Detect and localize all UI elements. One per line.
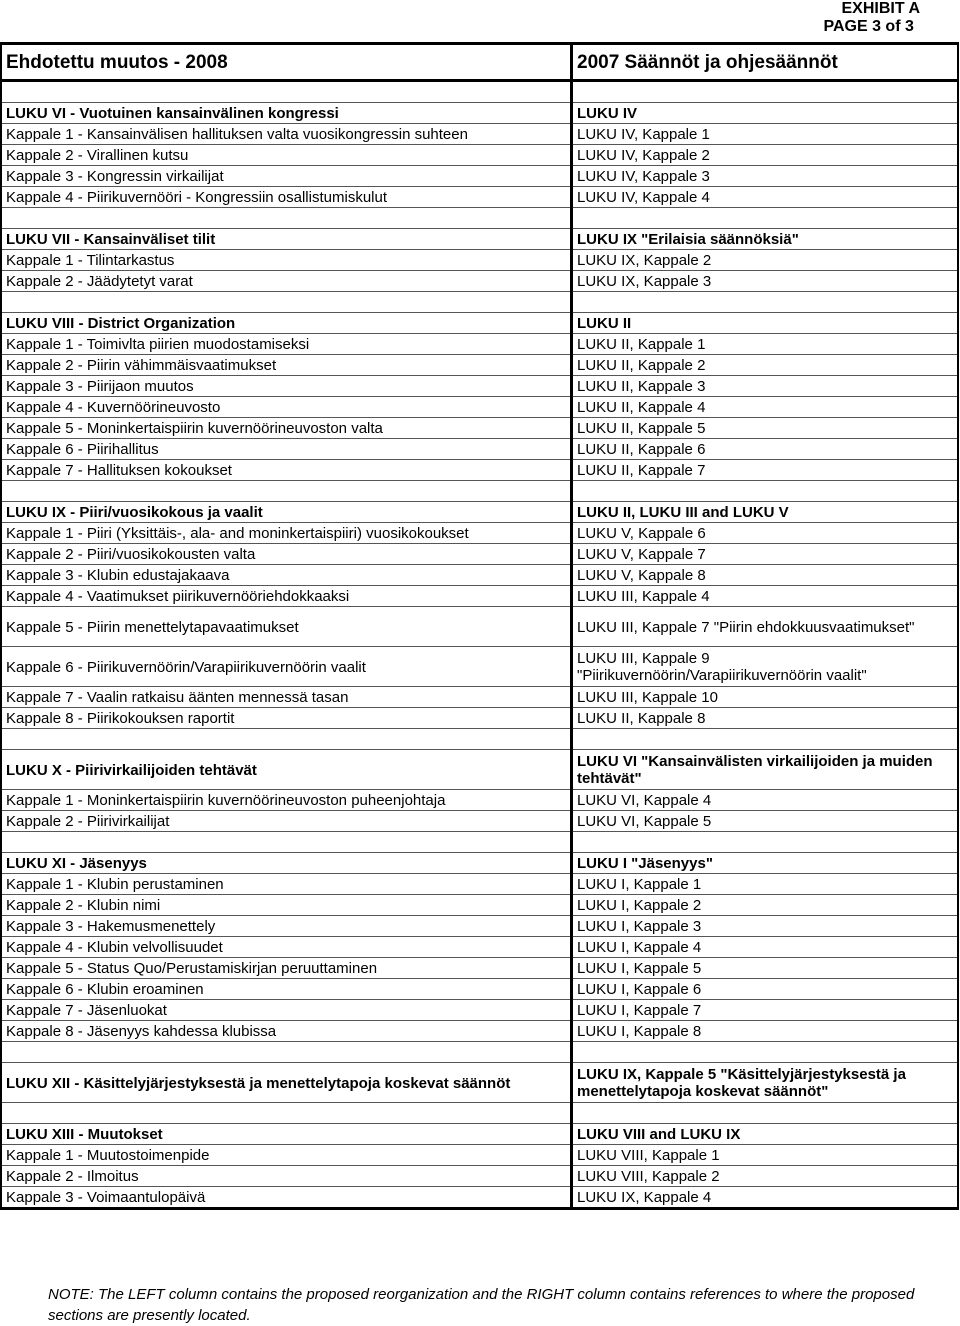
proposed-cell: Kappale 3 - Piirijaon muutos (1, 376, 572, 397)
current-reference-cell (572, 729, 959, 750)
current-reference-cell: LUKU I, Kappale 1 (572, 874, 959, 895)
current-reference-cell: LUKU I, Kappale 3 (572, 916, 959, 937)
current-reference-cell: LUKU III, Kappale 10 (572, 687, 959, 708)
current-reference-cell: LUKU VIII, Kappale 1 (572, 1145, 959, 1166)
table-row (1, 355, 958, 376)
current-reference-cell: LUKU I, Kappale 5 (572, 958, 959, 979)
current-reference-cell: LUKU IX, Kappale 3 (572, 271, 959, 292)
table-row (1, 790, 958, 811)
current-reference-cell: LUKU IV, Kappale 4 (572, 187, 959, 208)
proposed-cell: LUKU VI - Vuotuinen kansainvälinen kongressi (1, 103, 572, 124)
current-reference-cell: LUKU V, Kappale 6 (572, 523, 959, 544)
current-reference-cell: LUKU IX, Kappale 5 "Käsittelyjärjestyksestä ja menettelytapoja koskevat säännöt" (572, 1063, 959, 1103)
table-header-row (1, 44, 958, 81)
table-row (1, 979, 958, 1000)
current-reference-cell: LUKU VIII and LUKU IX (572, 1124, 959, 1145)
section-row (1, 103, 958, 124)
spacer-row (1, 1103, 958, 1124)
proposed-cell: LUKU XII - Käsittelyjärjestyksestä ja menettelytapoja koskevat säännöt (1, 1063, 572, 1103)
current-reference-cell: LUKU II, Kappale 3 (572, 376, 959, 397)
table-row (1, 250, 958, 271)
current-reference-cell: LUKU II, Kappale 4 (572, 397, 959, 418)
table-row (1, 1166, 958, 1187)
table-row (1, 1145, 958, 1166)
proposed-cell (1, 208, 572, 229)
section-row (1, 750, 958, 790)
proposed-cell: Kappale 4 - Kuvernöörineuvosto (1, 397, 572, 418)
current-reference-cell: LUKU I "Jäsenyys" (572, 853, 959, 874)
proposed-cell: Kappale 2 - Piirin vähimmäisvaatimukset (1, 355, 572, 376)
table-row (1, 586, 958, 607)
exhibit-block (823, 0, 920, 36)
current-reference-cell: LUKU II, Kappale 1 (572, 334, 959, 355)
proposed-cell: Kappale 7 - Vaalin ratkaisu äänten mennessä tasan (1, 687, 572, 708)
proposed-cell: Kappale 1 - Klubin perustaminen (1, 874, 572, 895)
current-reference-cell: LUKU III, Kappale 9 "Piirikuvernöörin/Varapiirikuvernöörin vaalit" (572, 647, 959, 687)
proposed-cell: Kappale 3 - Kongressin virkailijat (1, 166, 572, 187)
current-reference-cell: LUKU I, Kappale 2 (572, 895, 959, 916)
table-row (1, 708, 958, 729)
proposed-cell: Kappale 4 - Klubin velvollisuudet (1, 937, 572, 958)
proposed-cell (1, 292, 572, 313)
current-reference-cell (572, 208, 959, 229)
proposed-cell: Kappale 1 - Moninkertaispiirin kuvernöörineuvoston puheenjohtaja (1, 790, 572, 811)
table-row (1, 187, 958, 208)
proposed-cell: Kappale 6 - Piirikuvernöörin/Varapiirikuvernöörin vaalit (1, 647, 572, 687)
table-row (1, 418, 958, 439)
section-row (1, 853, 958, 874)
table-row (1, 544, 958, 565)
table-row (1, 1187, 958, 1209)
proposed-cell: Kappale 1 - Kansainvälisen hallituksen valta vuosikongressin suhteen (1, 124, 572, 145)
current-reference-cell: LUKU III, Kappale 4 (572, 586, 959, 607)
table-row (1, 937, 958, 958)
proposed-cell: LUKU XIII - Muutokset (1, 1124, 572, 1145)
current-reference-cell: LUKU I, Kappale 8 (572, 1021, 959, 1042)
table-row (1, 565, 958, 586)
proposed-cell: Kappale 2 - Jäädytetyt varat (1, 271, 572, 292)
spacer-row (1, 81, 958, 103)
spacer-row (1, 832, 958, 853)
proposed-cell: Kappale 1 - Muutostoimenpide (1, 1145, 572, 1166)
table-row (1, 687, 958, 708)
table-row (1, 271, 958, 292)
current-reference-cell: LUKU VIII, Kappale 2 (572, 1166, 959, 1187)
proposed-cell: Kappale 2 - Virallinen kutsu (1, 145, 572, 166)
current-reference-cell: LUKU II (572, 313, 959, 334)
current-reference-cell: LUKU II, Kappale 8 (572, 708, 959, 729)
section-row (1, 502, 958, 523)
current-reference-cell: LUKU IX, Kappale 4 (572, 1187, 959, 1209)
proposed-cell: Kappale 4 - Piirikuvernööri - Kongressiin osallistumiskulut (1, 187, 572, 208)
proposed-cell: Kappale 3 - Klubin edustajakaava (1, 565, 572, 586)
table-row (1, 1021, 958, 1042)
comparison-table (0, 42, 959, 1210)
current-reference-cell: LUKU II, Kappale 5 (572, 418, 959, 439)
current-reference-cell: LUKU IX "Erilaisia säännöksiä" (572, 229, 959, 250)
table-row (1, 647, 958, 687)
proposed-cell: Kappale 5 - Piirin menettelytapavaatimukset (1, 607, 572, 647)
proposed-cell: Kappale 5 - Moninkertaispiirin kuvernöörineuvoston valta (1, 418, 572, 439)
current-reference-cell: LUKU II, Kappale 6 (572, 439, 959, 460)
proposed-cell: Kappale 1 - Tilintarkastus (1, 250, 572, 271)
current-reference-cell: LUKU II, LUKU III and LUKU V (572, 502, 959, 523)
current-reference-cell: LUKU III, Kappale 7 "Piirin ehdokkuusvaatimukset" (572, 607, 959, 647)
proposed-cell: Kappale 2 - Ilmoitus (1, 1166, 572, 1187)
footnote: NOTE: The LEFT column contains the proposed reorganization and the RIGHT column contains references to where the proposed sections are presently located. (48, 1286, 915, 1324)
spacer-row (1, 208, 958, 229)
table-row (1, 124, 958, 145)
page-indicator: PAGE 3 of 3 (823, 18, 914, 35)
proposed-cell: Kappale 1 - Toimivlta piirien muodostamiseksi (1, 334, 572, 355)
section-row (1, 1124, 958, 1145)
table-row (1, 874, 958, 895)
current-reference-cell: LUKU IV, Kappale 2 (572, 145, 959, 166)
section-row (1, 1063, 958, 1103)
proposed-cell (1, 729, 572, 750)
current-reference-cell (572, 292, 959, 313)
proposed-cell: Kappale 7 - Jäsenluokat (1, 1000, 572, 1021)
current-reference-cell: LUKU IX, Kappale 2 (572, 250, 959, 271)
table-row (1, 460, 958, 481)
table-row (1, 376, 958, 397)
proposed-cell: Kappale 4 - Vaatimukset piirikuvernööriehdokkaaksi (1, 586, 572, 607)
current-reference-cell: LUKU VI, Kappale 4 (572, 790, 959, 811)
proposed-cell: Kappale 3 - Voimaantulopäivä (1, 1187, 572, 1209)
current-reference-cell (572, 1042, 959, 1063)
table-row (1, 145, 958, 166)
current-reference-cell: LUKU I, Kappale 7 (572, 1000, 959, 1021)
proposed-cell: Kappale 2 - Piiri/vuosikokousten valta (1, 544, 572, 565)
current-reference-cell: LUKU II, Kappale 2 (572, 355, 959, 376)
header-right: 2007 Säännöt ja ohjesäännöt (572, 44, 959, 81)
spacer-row (1, 292, 958, 313)
current-reference-cell: LUKU IV (572, 103, 959, 124)
table-row (1, 397, 958, 418)
header-left: Ehdotettu muutos - 2008 (1, 44, 572, 81)
current-reference-cell: LUKU I, Kappale 6 (572, 979, 959, 1000)
table-row (1, 607, 958, 647)
proposed-cell: Kappale 8 - Piirikokouksen raportit (1, 708, 572, 729)
current-reference-cell (572, 81, 959, 103)
proposed-cell: Kappale 7 - Hallituksen kokoukset (1, 460, 572, 481)
proposed-cell: Kappale 6 - Klubin eroaminen (1, 979, 572, 1000)
current-reference-cell (572, 1103, 959, 1124)
proposed-cell: Kappale 2 - Piirivirkailijat (1, 811, 572, 832)
current-reference-cell: LUKU IV, Kappale 3 (572, 166, 959, 187)
section-row (1, 313, 958, 334)
spacer-row (1, 729, 958, 750)
spacer-row (1, 481, 958, 502)
proposed-cell (1, 832, 572, 853)
table-row (1, 1000, 958, 1021)
current-reference-cell: LUKU I, Kappale 4 (572, 937, 959, 958)
proposed-cell: Kappale 8 - Jäsenyys kahdessa klubissa (1, 1021, 572, 1042)
proposed-cell: LUKU VIII - District Organization (1, 313, 572, 334)
proposed-cell (1, 81, 572, 103)
current-reference-cell: LUKU VI "Kansainvälisten virkailijoiden ja muiden tehtävät" (572, 750, 959, 790)
table-row (1, 895, 958, 916)
proposed-cell: LUKU IX - Piiri/vuosikokous ja vaalit (1, 502, 572, 523)
current-reference-cell: LUKU II, Kappale 7 (572, 460, 959, 481)
table-row (1, 334, 958, 355)
table-row (1, 811, 958, 832)
table-row (1, 916, 958, 937)
proposed-cell (1, 481, 572, 502)
proposed-cell: LUKU VII - Kansainväliset tilit (1, 229, 572, 250)
table-row (1, 166, 958, 187)
proposed-cell: LUKU X - Piirivirkailijoiden tehtävät (1, 750, 572, 790)
proposed-cell: Kappale 5 - Status Quo/Perustamiskirjan peruuttaminen (1, 958, 572, 979)
current-reference-cell: LUKU IV, Kappale 1 (572, 124, 959, 145)
current-reference-cell: LUKU V, Kappale 8 (572, 565, 959, 586)
proposed-cell: Kappale 1 - Piiri (Yksittäis-, ala- and moninkertaispiiri) vuosikokoukset (1, 523, 572, 544)
proposed-cell: Kappale 3 - Hakemusmenettely (1, 916, 572, 937)
proposed-cell: LUKU XI - Jäsenyys (1, 853, 572, 874)
spacer-row (1, 1042, 958, 1063)
table-row (1, 523, 958, 544)
proposed-cell (1, 1042, 572, 1063)
table-row (1, 439, 958, 460)
table-row (1, 958, 958, 979)
proposed-cell: Kappale 6 - Piirihallitus (1, 439, 572, 460)
current-reference-cell (572, 481, 959, 502)
section-row (1, 229, 958, 250)
current-reference-cell: LUKU V, Kappale 7 (572, 544, 959, 565)
exhibit-label: EXHIBIT A (841, 0, 920, 17)
current-reference-cell: LUKU VI, Kappale 5 (572, 811, 959, 832)
proposed-cell (1, 1103, 572, 1124)
current-reference-cell (572, 832, 959, 853)
proposed-cell: Kappale 2 - Klubin nimi (1, 895, 572, 916)
